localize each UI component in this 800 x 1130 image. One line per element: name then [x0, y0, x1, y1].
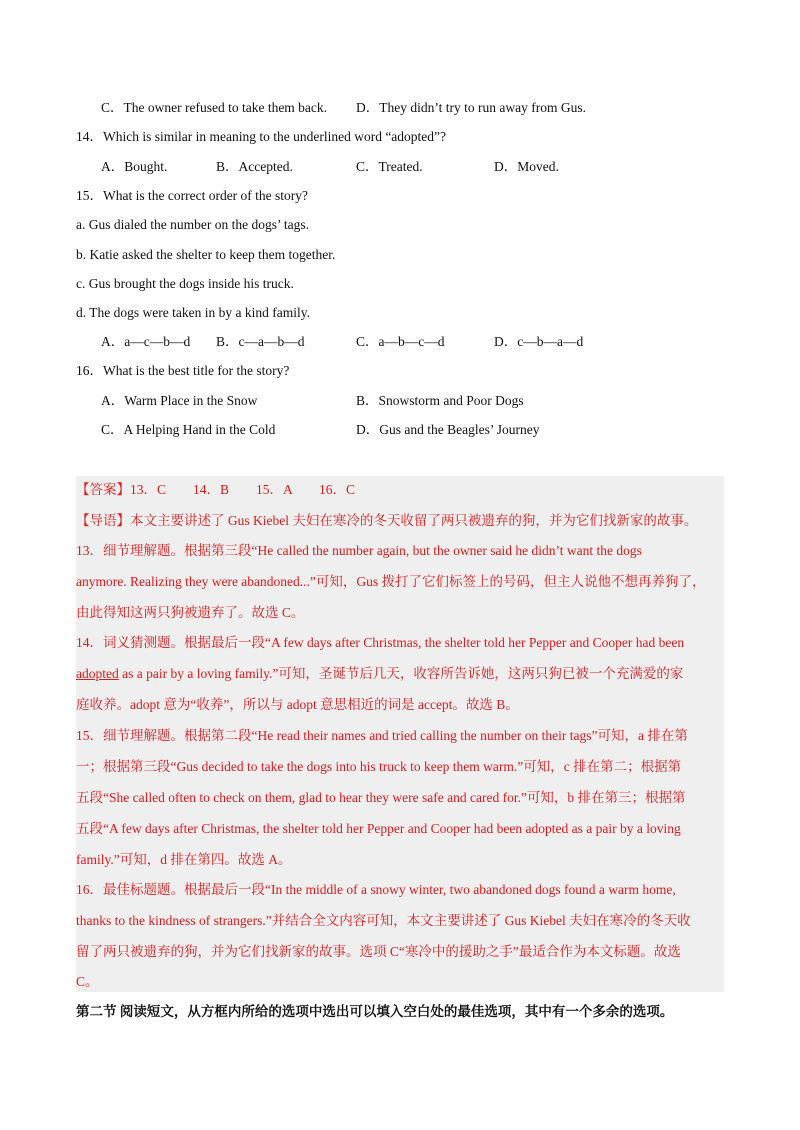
explanation-14-line1: 14．词义猜测题。根据最后一段“A few days after Christmas, the shelter told her Pepper and Cooper had been	[76, 635, 685, 650]
q15-option-b: B．c—a—b—d	[216, 334, 305, 349]
q15-stem: 15．What is the correct order of the story?	[76, 188, 309, 203]
q13-option-c: C．The owner refused to take them back.	[101, 100, 328, 115]
q15-item-a: a. Gus dialed the number on the dogs’ tags.	[76, 217, 309, 232]
explanation-13-line1: 13．细节理解题。根据第三段“He called the number again, but the owner said he didn’t want the dogs	[76, 543, 642, 558]
explanation-14-line2-rest: as a pair by a loving family.”可知，圣诞节后几天，收容所告诉她，这两只狗已被一个充满爱的家	[118, 666, 684, 681]
explanation-13-line2: anymore. Realizing they were abandoned...”可知，Gus 拨打了它们标签上的号码，但主人说他不想再养狗了，	[76, 574, 706, 589]
q15-option-d: D．c—b—a—d	[494, 334, 584, 349]
q15-option-c: C．a—b—c—d	[356, 334, 445, 349]
underlined-word: adopted	[76, 666, 119, 681]
q16-option-d: D．Gus and the Beagles’ Journey	[356, 422, 540, 437]
q15-option-a: A．a—c—b—d	[101, 334, 191, 349]
q15-item-d: d. The dogs were taken in by a kind family.	[76, 305, 310, 320]
q14-option-a: A．Bought.	[101, 159, 168, 174]
explanation-15-line4: 五段“A few days after Christmas, the shelter told her Pepper and Cooper had been adopted as a pair by a loving	[76, 821, 681, 836]
q14-option-c: C．Treated.	[356, 159, 423, 174]
explanation-15-line2: 一；根据第三段“Gus decided to take the dogs into his truck to keep them warm.”可知，c 排在第二；根据第	[76, 759, 682, 774]
q16-stem: 16．What is the best title for the story?	[76, 363, 290, 378]
q16-option-a: A．Warm Place in the Snow	[101, 393, 258, 408]
q15-item-c: c. Gus brought the dogs inside his truck.	[76, 276, 294, 291]
explanation-15-line5: family.”可知，d 排在第四。故选 A。	[76, 852, 292, 867]
explanation-15-line1: 15．细节理解题。根据第二段“He read their names and tried calling the number on their tags”可知，a 排在第	[76, 728, 688, 743]
q15-item-b: b. Katie asked the shelter to keep them together.	[76, 247, 336, 262]
explanation-16-line3: 留了两只被遗弃的狗，并为它们找新家的故事。选项 C“寒冷中的援助之手”最适合作为本文标题。故选	[76, 944, 681, 959]
explanation-16-line2: thanks to the kindness of strangers.”并结合全文内容可知，本文主要讲述了 Gus Kiebel 夫妇在寒冷的冬天收	[76, 913, 691, 928]
q13-option-d: D．They didn’t try to run away from Gus.	[356, 100, 586, 115]
q14-option-b: B．Accepted.	[216, 159, 293, 174]
intro-summary: 【导语】本文主要讲述了 Gus Kiebel 夫妇在寒冷的冬天收留了两只被遗弃的狗，并为它们找新家的故事。	[76, 513, 698, 528]
explanation-16-line1: 16．最佳标题题。根据最后一段“In the middle of a snowy winter, two abandoned dogs found a warm home,	[76, 882, 676, 897]
explanation-14-line3: 庭收养。adopt 意为“收养”，所以与 adopt 意思相近的词是 accept。故选 B。	[76, 697, 519, 712]
answer-key: 【答案】13．C 14．B 15．A 16．C	[76, 482, 356, 497]
section-2-heading: 第二节 阅读短文，从方框内所给的选项中选出可以填入空白处的最佳选项，其中有一个多余的选项。	[76, 1004, 674, 1019]
explanation-13-line3: 由此得知这两只狗被遗弃了。故选 C。	[76, 605, 305, 620]
q14-option-d: D．Moved.	[494, 159, 559, 174]
q14-stem: 14．Which is similar in meaning to the underlined word “adopted”?	[76, 129, 447, 144]
explanation-15-line3: 五段“She called often to check on them, glad to hear they were safe and cared for.”可知，b 排在第三；根据第	[76, 790, 686, 805]
q16-option-b: B．Snowstorm and Poor Dogs	[356, 393, 524, 408]
explanation-16-line4: C。	[76, 974, 99, 989]
q16-option-c: C．A Helping Hand in the Cold	[101, 422, 276, 437]
explanation-14-line2	[76, 665, 683, 683]
